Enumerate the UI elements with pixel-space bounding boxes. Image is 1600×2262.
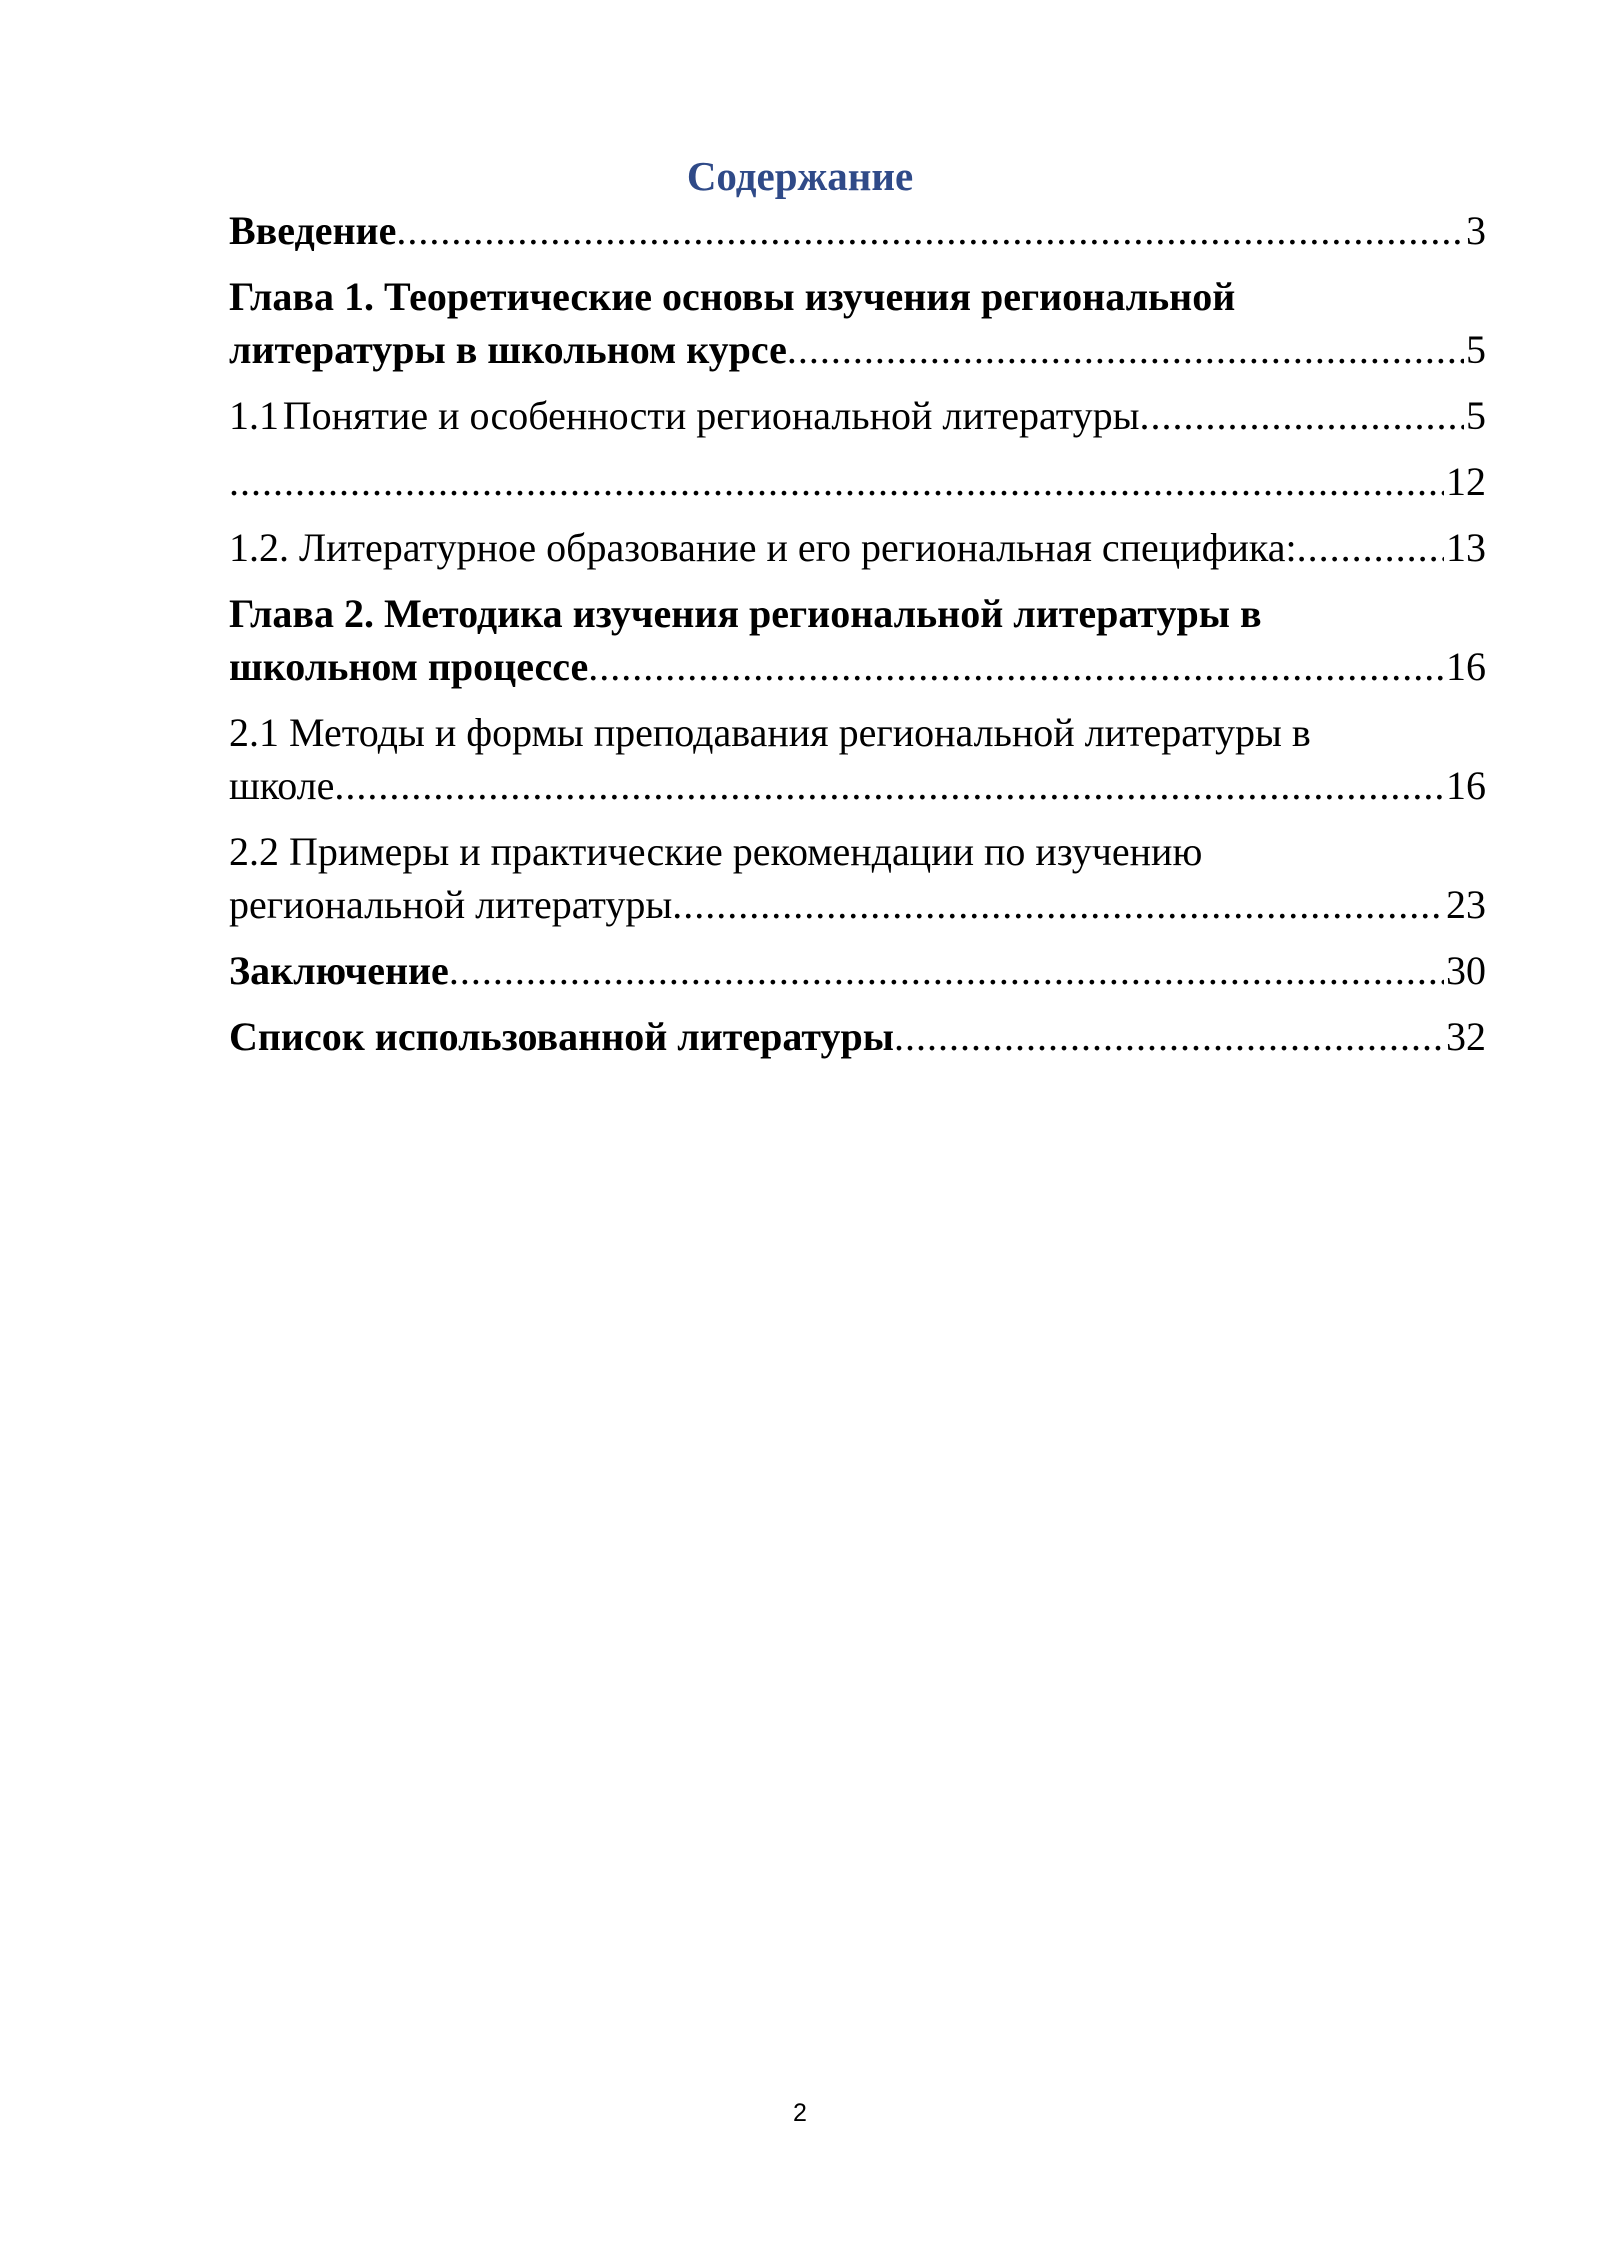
toc-entry-blank[interactable] xyxy=(229,455,1486,508)
toc-leader-dots xyxy=(894,1010,1444,1063)
toc-entry-text: литературы в школьном курсе xyxy=(229,327,787,372)
toc-entry-text: Список использованной литературы xyxy=(229,1014,894,1059)
toc-page-number: 23 xyxy=(1446,882,1486,927)
toc-title: Содержание xyxy=(686,153,914,199)
toc-entry-text-line1: Глава 2. Методика изучения региональной литературы в xyxy=(229,591,1262,636)
toc-entry-conclusion[interactable] xyxy=(229,944,1486,997)
toc-entry-section-2-1[interactable] xyxy=(229,706,1486,812)
toc-page-number: 3 xyxy=(1466,208,1486,253)
toc-leader-dots xyxy=(229,455,1444,508)
toc-page-number: 13 xyxy=(1446,525,1486,570)
page-number: 2 xyxy=(793,2099,807,2127)
toc-page-number: 16 xyxy=(1446,763,1486,808)
toc-leader-dots xyxy=(449,944,1444,997)
toc-entry-text: школьном процессе xyxy=(229,644,589,689)
toc-leader-dots xyxy=(1140,389,1464,442)
toc-page-number: 5 xyxy=(1466,393,1486,438)
toc-page-number: 30 xyxy=(1446,948,1486,993)
toc-page-number: 12 xyxy=(1446,459,1486,504)
toc-entry-section-1-2[interactable] xyxy=(229,521,1486,574)
toc-entry-text: региональной литературы xyxy=(229,882,673,927)
toc-leader-dots xyxy=(588,640,1444,693)
toc-entry-section-2-2[interactable] xyxy=(229,825,1486,931)
toc-entry-text: 1.2. Литературное образование и его региональная специфика: xyxy=(229,525,1297,570)
toc-entry-section-1-1[interactable] xyxy=(229,389,1486,442)
toc-entry-introduction[interactable] xyxy=(229,204,1486,257)
toc-page-number: 16 xyxy=(1446,644,1486,689)
toc-leader-dots xyxy=(787,323,1464,376)
toc-leader-dots xyxy=(672,878,1444,931)
toc-leader-dots xyxy=(396,204,1464,257)
toc-entry-text: Понятие и особенности региональной литературы xyxy=(282,393,1140,438)
toc-entry-text: Заключение xyxy=(229,948,449,993)
toc-entry-text: Введение xyxy=(229,208,397,253)
toc-section-number: 1.1 xyxy=(229,393,279,438)
toc-entry-text-line1: 2.1 Методы и формы преподавания региональной литературы в xyxy=(229,710,1311,755)
toc-leader-dots xyxy=(334,759,1444,812)
toc-page-number: 5 xyxy=(1466,327,1486,372)
toc-entry-chapter-2[interactable] xyxy=(229,587,1486,693)
toc-entry-references[interactable] xyxy=(229,1010,1486,1063)
toc-entry-chapter-1[interactable] xyxy=(229,270,1486,376)
toc-leader-dots xyxy=(1297,521,1444,574)
toc-entry-text-line1: Глава 1. Теоретические основы изучения региональной xyxy=(229,274,1236,319)
table-of-contents xyxy=(229,204,1486,1076)
toc-entry-text: школе xyxy=(229,763,335,808)
toc-page-number: 32 xyxy=(1446,1014,1486,1059)
toc-entry-text-line1: 2.2 Примеры и практические рекомендации по изучению xyxy=(229,829,1203,874)
